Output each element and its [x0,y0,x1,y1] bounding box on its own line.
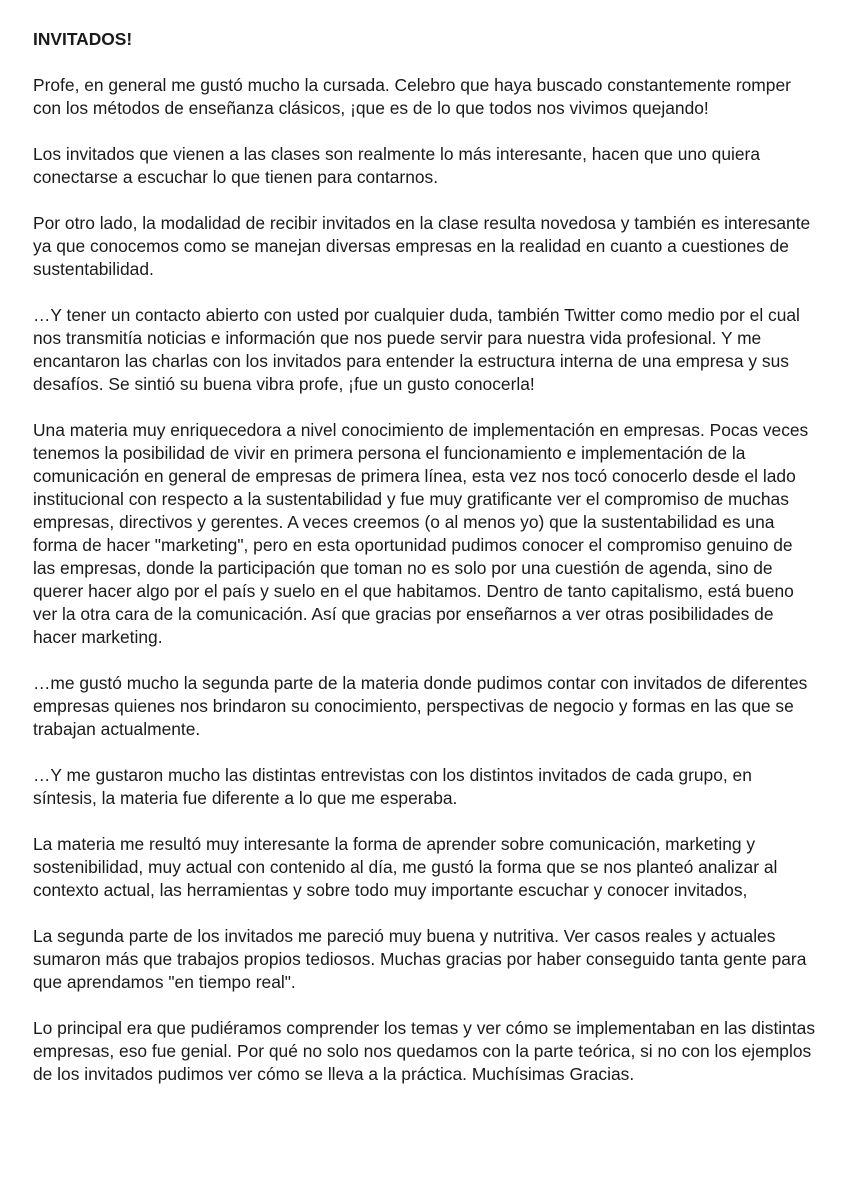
paragraph-10: Lo principal era que pudiéramos comprender los temas y ver cómo se implementaban en las distintas empresas, eso fue genial. Por qué no solo nos quedamos con la parte teórica, si no con los ejemplos de los invitados pudimos ver cómo se lleva a la práctica. Muchísimas Gracias. [33,1018,816,1084]
paragraph-2: Los invitados que vienen a las clases son realmente lo más interesante, hacen que uno quiera conectarse a escuchar lo que tienen para contarnos. [33,144,761,187]
paragraph-6: …me gustó mucho la segunda parte de la materia donde pudimos contar con invitados de diferentes empresas quienes nos brindaron su conocimiento, perspectivas de negocio y formas en las que se trabajan actualmente. [33,673,808,739]
paragraph-9: La segunda parte de los invitados me pareció muy buena y nutritiva. Ver casos reales y actuales sumaron más que trabajos propios tediosos. Muchas gracias por haber conseguido tanta gente para que aprendamos "en tiempo real". [33,926,807,992]
paragraph-3: Por otro lado, la modalidad de recibir invitados en la clase resulta novedosa y también es interesante ya que conocemos como se manejan diversas empresas en la realidad en cuanto a cuestiones de sustentabilidad. [33,213,811,279]
document-title: INVITADOS! [33,29,133,49]
document-page [33,28,817,1109]
paragraph-5: Una materia muy enriquecedora a nivel conocimiento de implementación en empresas. Pocas veces tenemos la posibilidad de vivir en primera persona el funcionamiento e implementación de la comunicación en general de empresas de primera línea, esta vez nos tocó conocerlo desde el lado institucional con respecto a la sustentabilidad y fue muy gratificante ver el compromiso de muchas empresas, directivos y gerentes. A veces creemos (o al menos yo) que la sustentabilidad es una forma de hacer "marketing", pero en esta oportunidad pudimos conocer el compromiso genuino de las empresas, donde la participación que toman no es solo por una cuestión de agenda, sino de querer hacer algo por el país y suelo en el que habitamos. Dentro de tanto capitalismo, está bueno ver la otra cara de la comunicación. Así que gracias por enseñarnos a ver otras posibilidades de hacer marketing. [33,420,809,647]
paragraph-8: La materia me resultó muy interesante la forma de aprender sobre comunicación, marketing y sostenibilidad, muy actual con contenido al día, me gustó la forma que se nos planteó analizar al contexto actual, las herramientas y sobre todo muy importante escuchar y conocer invitados, [33,834,778,900]
paragraph-4: …Y tener un contacto abierto con usted por cualquier duda, también Twitter como medio por el cual nos transmitía noticias e información que nos puede servir para nuestra vida profesional. Y me encantaron las charlas con los invitados para entender la estructura interna de una empresa y sus desafíos. Se sintió su buena vibra profe, ¡fue un gusto conocerla! [33,305,800,394]
paragraph-7: …Y me gustaron mucho las distintas entrevistas con los distintos invitados de cada grupo, en síntesis, la materia fue diferente a lo que me esperaba. [33,765,752,808]
paragraph-1: Profe, en general me gustó mucho la cursada. Celebro que haya buscado constantemente romper con los métodos de enseñanza clásicos, ¡que es de lo que todos nos vivimos quejando! [33,75,791,118]
